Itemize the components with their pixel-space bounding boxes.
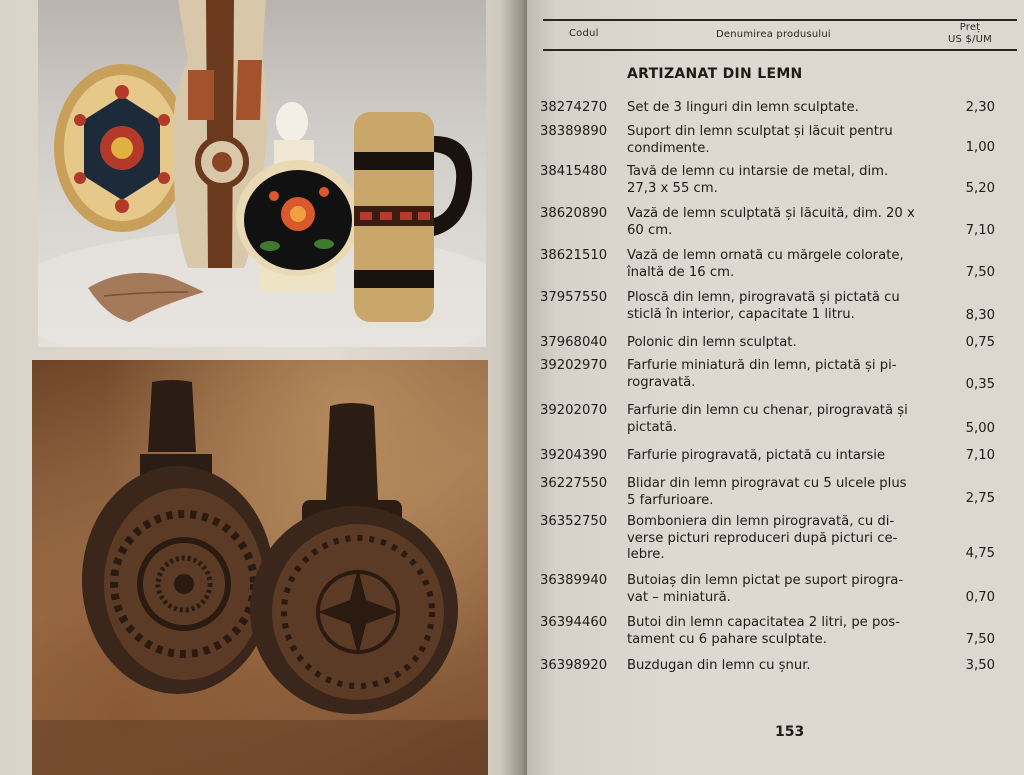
column-header-price-line1: Preț [959, 22, 981, 33]
product-code: 36352750 [540, 514, 608, 529]
product-description: Bomboniera din lemn pirogravată, cu di-verse picturi reproduceri după picturi ce-lebre. [627, 514, 898, 562]
table-row [527, 286, 1024, 331]
product-price: 1,00 [965, 140, 995, 155]
column-header-price-line2: US $/UM [948, 34, 992, 45]
carved-flask-right [250, 403, 458, 714]
product-description: Vază de lemn ornată cu mărgele colorate, înaltă de 16 cm. [627, 248, 904, 280]
table-row [527, 399, 1024, 444]
product-description: Set de 3 linguri din lemn sculptate. [627, 100, 859, 115]
product-description: Farfurie pirogravată, pictată cu intarsie [627, 448, 886, 463]
section-title: ARTIZANAT DIN LEMN [627, 66, 803, 82]
table-row [527, 472, 1024, 510]
column-header-name: Denumirea produsului [716, 29, 831, 40]
product-price: 7,50 [965, 265, 995, 280]
table-row [527, 160, 1024, 202]
product-code: 38415480 [540, 164, 608, 179]
table-header-rule [543, 49, 1017, 51]
product-code: 36398920 [540, 658, 608, 673]
page-number: 153 [775, 724, 805, 740]
column-header-code: Codul [569, 28, 599, 39]
product-code: 36394460 [540, 615, 608, 630]
product-description: Butoiaș din lemn pictat pe suport pirogra-vat – miniatură. [627, 573, 904, 605]
photo-carved-flasks [32, 360, 488, 775]
table-row [527, 611, 1024, 654]
table-row [527, 444, 1024, 472]
table-row [527, 654, 1024, 678]
product-price: 2,75 [965, 491, 995, 506]
table-row [527, 354, 1024, 399]
product-code: 38621510 [540, 248, 608, 263]
product-price: 5,20 [965, 181, 995, 196]
product-price: 7,50 [965, 632, 995, 647]
painted-plate [54, 64, 190, 232]
column-header-price [935, 22, 1005, 46]
product-price: 3,50 [965, 658, 995, 673]
product-description: Vază de lemn sculptată și lăcuită, dim. 20 x 60 cm. [627, 206, 915, 238]
price-list [527, 96, 1024, 678]
table-row [527, 120, 1024, 160]
carved-flask-left [82, 380, 274, 694]
product-code: 37957550 [540, 290, 608, 305]
product-price: 0,75 [965, 335, 995, 350]
product-price: 5,00 [965, 421, 995, 436]
product-code: 38274270 [540, 100, 608, 115]
product-description: Farfurie miniatură din lemn, pictată și pi-rogravată. [627, 358, 897, 390]
page-gutter [500, 0, 530, 775]
product-code: 38620890 [540, 206, 608, 221]
product-description: Blidar din lemn pirogravat cu 5 ulcele plus 5 farfurioare. [627, 476, 907, 508]
table-row [527, 569, 1024, 611]
product-description: Polonic din lemn sculptat. [627, 335, 797, 350]
right-page [527, 0, 1024, 775]
product-price: 0,70 [965, 590, 995, 605]
product-price: 2,30 [965, 100, 995, 115]
product-description: Suport din lemn sculptat și lăcuit pentru condimente. [627, 124, 893, 156]
product-description: Buzdugan din lemn cu șnur. [627, 658, 811, 673]
photo-wooden-handicrafts [38, 0, 486, 347]
product-description: Butoi din lemn capacitatea 2 litri, pe pos-tament cu 6 pahare sculptate. [627, 615, 901, 647]
product-code: 39204390 [540, 448, 608, 463]
table-top-rule [543, 19, 1017, 21]
product-code: 36389940 [540, 573, 608, 588]
table-row [527, 510, 1024, 569]
product-price: 7,10 [965, 223, 995, 238]
product-code: 39202070 [540, 403, 608, 418]
product-description: Tavă de lemn cu intarsie de metal, dim. 27,3 x 55 cm. [627, 164, 889, 196]
table-row [527, 202, 1024, 244]
table-row [527, 331, 1024, 354]
product-code: 37968040 [540, 335, 608, 350]
product-price: 7,10 [965, 448, 995, 463]
product-price: 0,35 [965, 377, 995, 392]
product-code: 39202970 [540, 358, 608, 373]
table-row [527, 244, 1024, 286]
product-description: Farfurie din lemn cu chenar, pirogravată și pictată. [627, 403, 908, 435]
product-code: 36227550 [540, 476, 608, 491]
product-code: 38389890 [540, 124, 608, 139]
table-row [527, 96, 1024, 120]
product-price: 8,30 [965, 308, 995, 323]
product-price: 4,75 [965, 546, 995, 561]
product-description: Ploscă din lemn, pirogravată și pictată cu sticlă în interior, capacitate 1 litru. [627, 290, 900, 322]
